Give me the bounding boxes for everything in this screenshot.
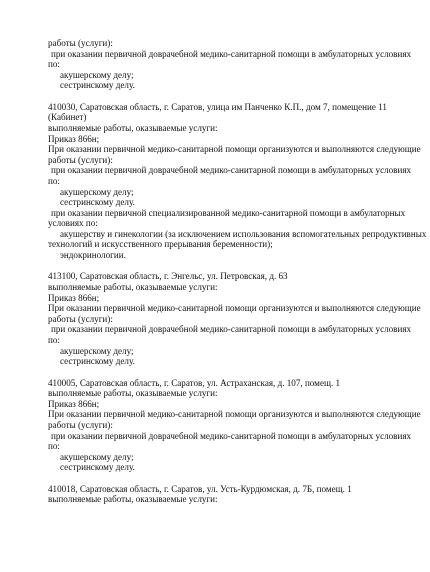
address-block (48, 271, 421, 367)
address-block (48, 38, 412, 91)
block-gap (48, 261, 400, 272)
text-line: акушерскому делу; (60, 186, 134, 197)
text-line: акушерскому делу; (60, 451, 134, 462)
text-line: при оказании первичной доврачебной медико-санитарной помощи в амбулаторных условиях (51, 324, 412, 335)
address-block (48, 377, 421, 473)
text-line: при оказании первичной доврачебной медико-санитарной помощи в амбулаторных условиях (51, 165, 412, 176)
text-line: выполняемые работы, оказываемые услуги: (48, 122, 218, 133)
text-line: Приказ 866н; (48, 398, 100, 409)
text-line: Приказ 866н; (48, 133, 100, 144)
text-line: работы (услуги): (48, 419, 113, 430)
text-line: (Кабинет) (48, 112, 87, 123)
text-line: выполняемые работы, оказываемые услуги: (48, 388, 218, 399)
text-line: При оказании первичной медико-санитарной помощи организуются и выполняются следующие (48, 409, 421, 420)
block-gap (48, 367, 400, 378)
address-block (48, 101, 427, 261)
text-line: при оказании первичной специализированной медико-санитарной помощи в амбулаторных (51, 207, 406, 218)
text-line: При оказании первичной медико-санитарной помощи организуются и выполняются следующие (48, 144, 421, 155)
text-line: работы (услуги): (48, 38, 113, 48)
text-line: акушерству и гинекологии (за исключением использования вспомогательных репродуктивных (60, 228, 427, 239)
address-block (48, 484, 400, 505)
text-line: условиях по: (48, 218, 98, 229)
text-line: 413100, Саратовская область, г. Энгельс, ул. Петровская, д. 63 (48, 271, 288, 282)
text-line: работы (услуги): (48, 154, 113, 165)
text-line: сестринскому делу. (60, 462, 135, 473)
text-line: акушерскому делу; (60, 69, 134, 80)
text-line: выполняемые работы, оказываемые услуги: (48, 494, 218, 505)
text-line: при оказании первичной доврачебной медико-санитарной помощи в амбулаторных условиях (51, 48, 412, 59)
text-line: по: (48, 441, 60, 452)
text-line: сестринскому делу. (60, 356, 135, 367)
text-line: 410030, Саратовская область, г. Саратов, улица им Панченко К.П., дом 7, помещение 11 (48, 101, 387, 112)
text-line: сестринскому делу. (60, 197, 135, 208)
text-line: выполняемые работы, оказываемые услуги: (48, 282, 218, 293)
text-line: Приказ 866н; (48, 292, 100, 303)
block-gap (48, 91, 400, 102)
block-gap (48, 473, 400, 484)
text-line: При оказании первичной медико-санитарной помощи организуются и выполняются следующие (48, 303, 421, 314)
text-line: сестринскому делу. (60, 80, 135, 91)
text-line: технологий и искусственного прерывания беременности); (48, 239, 273, 250)
text-line: при оказании первичной доврачебной медико-санитарной помощи в амбулаторных условиях (51, 430, 412, 441)
text-line: работы (услуги): (48, 313, 113, 324)
text-line: по: (48, 175, 60, 186)
text-line: 410018, Саратовская область, г. Саратов, ул. Усть-Курдюмская, д. 7Б, помещ. 1 (48, 483, 352, 494)
document-page (48, 38, 427, 505)
text-line: 410005, Саратовская область, г. Саратов, ул. Астраханская, д. 107, помещ. 1 (48, 377, 341, 388)
text-line: по: (48, 59, 60, 70)
text-line: по: (48, 335, 60, 346)
text-line: эндокринологии. (60, 250, 126, 261)
text-line: акушерскому делу; (60, 345, 134, 356)
